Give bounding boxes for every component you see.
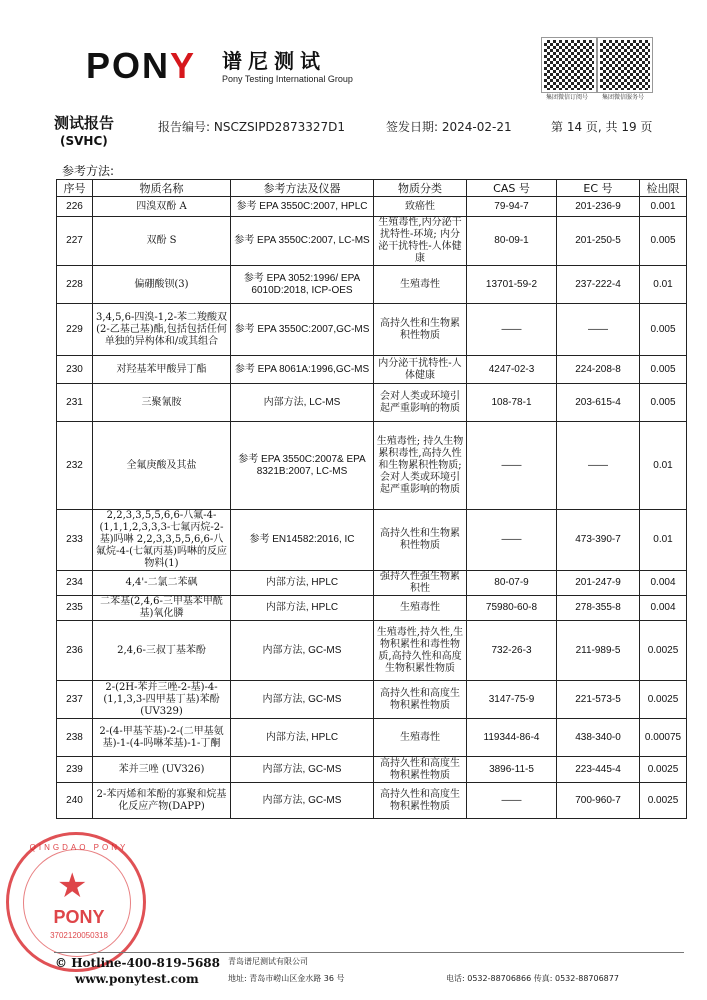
ec-number: —— bbox=[557, 422, 640, 510]
cas-number: 3896-11-5 bbox=[467, 757, 557, 783]
test-method: 参考 EPA 3550C:2007,GC-MS bbox=[231, 304, 374, 356]
row-number: 230 bbox=[57, 356, 93, 384]
table-header-row bbox=[57, 180, 687, 197]
footer-address: 地址: 青岛市崂山区金水路 36 号 bbox=[228, 974, 345, 983]
seal-number: 3702120050318 bbox=[50, 931, 108, 940]
substance-name: 全氟庚酸及其盐 bbox=[93, 422, 231, 510]
row-number: 240 bbox=[57, 783, 93, 819]
substance-name: 苯并三唑 (UV326) bbox=[93, 757, 231, 783]
table-row bbox=[57, 356, 687, 384]
row-number: 239 bbox=[57, 757, 93, 783]
footer-company: 青岛谱尼测试有限公司 bbox=[228, 957, 308, 966]
detection-limit: 0.00075 bbox=[640, 719, 687, 757]
table-row bbox=[57, 571, 687, 596]
detection-limit: 0.004 bbox=[640, 596, 687, 621]
test-method: 参考 EPA 3550C:2007, HPLC bbox=[231, 197, 374, 217]
page-number: 第 14 页, 共 19 页 bbox=[551, 120, 653, 134]
qr-code-icon bbox=[542, 38, 596, 92]
cas-number: 80-09-1 bbox=[467, 217, 557, 266]
ec-number: 201-236-9 bbox=[557, 197, 640, 217]
substance-name: 2,4,6-三叔丁基苯酚 bbox=[93, 621, 231, 681]
row-number: 236 bbox=[57, 621, 93, 681]
test-method: 参考 EPA 3550C:2007& EPA 8321B:2007, LC-MS bbox=[231, 422, 374, 510]
detection-limit: 0.0025 bbox=[640, 621, 687, 681]
seal-name: PONY bbox=[53, 907, 105, 927]
issue-date: 签发日期: 2024-02-21 bbox=[386, 120, 512, 134]
row-number: 237 bbox=[57, 681, 93, 719]
substance-class: 高持久性和高度生物积累性物质 bbox=[374, 783, 467, 819]
ec-number: 473-390-7 bbox=[557, 510, 640, 571]
company-logo: PONY bbox=[86, 45, 197, 86]
column-header: 参考方法及仪器 bbox=[231, 180, 374, 197]
table-row bbox=[57, 783, 687, 819]
ec-number: 221-573-5 bbox=[557, 681, 640, 719]
row-number: 234 bbox=[57, 571, 93, 596]
star-icon: ★ bbox=[57, 866, 88, 906]
substance-class: 高持久性和生物累积性物质 bbox=[374, 304, 467, 356]
ec-number: 201-250-5 bbox=[557, 217, 640, 266]
substance-name: 四溴双酚 A bbox=[93, 197, 231, 217]
test-method: 参考 EPA 8061A:1996,GC-MS bbox=[231, 356, 374, 384]
table-row bbox=[57, 757, 687, 783]
substance-class: 生殖毒性; 持久生物累积毒性,高持久性和生物累积性物质; 会对人类或环境引起严重影响的物质 bbox=[374, 422, 467, 510]
ec-number: 224-208-8 bbox=[557, 356, 640, 384]
row-number: 232 bbox=[57, 422, 93, 510]
test-method: 内部方法, GC-MS bbox=[231, 757, 374, 783]
column-header: 检出限 bbox=[640, 180, 687, 197]
substance-name: 2-苯丙烯和苯酚的寡聚和烷基化反应产物(DAPP) bbox=[93, 783, 231, 819]
column-header: 物质名称 bbox=[93, 180, 231, 197]
substance-name: 3,4,5,6-四溴-1,2-苯二羧酸双(2-乙基己基)酯,包括包括任何单独的异构体和/或其组合 bbox=[93, 304, 231, 356]
company-name-en: Pony Testing International Group bbox=[222, 74, 353, 84]
table-row bbox=[57, 510, 687, 571]
substance-class: 生殖毒性,内分泌干扰特性-环境; 内分泌干扰特性-人体健康 bbox=[374, 217, 467, 266]
row-number: 231 bbox=[57, 384, 93, 422]
substance-name: 2,2,3,3,5,5,6,6-八氟-4-(1,1,1,2,3,3,3-七氟丙烷-2-基)吗啉 2,2,3,3,5,5,6,6-八氟烷-4-(七氟丙基)吗啉的反应物料(1) bbox=[93, 510, 231, 571]
detection-limit: 0.01 bbox=[640, 266, 687, 304]
substance-class: 生殖毒性 bbox=[374, 719, 467, 757]
substance-class: 高持久性和高度生物积累性物质 bbox=[374, 681, 467, 719]
website-link[interactable]: www.ponytest.com bbox=[75, 972, 199, 986]
substance-class: 生殖毒性 bbox=[374, 596, 467, 621]
row-number: 228 bbox=[57, 266, 93, 304]
cas-number: 80-07-9 bbox=[467, 571, 557, 596]
substance-table bbox=[56, 179, 687, 819]
table-row bbox=[57, 596, 687, 621]
table-row bbox=[57, 422, 687, 510]
test-method: 内部方法, HPLC bbox=[231, 719, 374, 757]
ec-number: 278-355-8 bbox=[557, 596, 640, 621]
detection-limit: 0.01 bbox=[640, 510, 687, 571]
footer-divider bbox=[54, 952, 684, 953]
ec-number: 438-340-0 bbox=[557, 719, 640, 757]
substance-name: 2-(2H-苯并三唑-2-基)-4-(1,1,3,3-四甲基丁基)苯酚(UV329) bbox=[93, 681, 231, 719]
table-row bbox=[57, 304, 687, 356]
substance-name: 对羟基苯甲酸异丁酯 bbox=[93, 356, 231, 384]
substance-class: 高持久性和生物累积性物质 bbox=[374, 510, 467, 571]
cas-number: —— bbox=[467, 510, 557, 571]
substance-name: 偏硼酸钡(3) bbox=[93, 266, 231, 304]
table-row bbox=[57, 621, 687, 681]
substance-class: 致癌性 bbox=[374, 197, 467, 217]
substance-class: 会对人类或环境引起严重影响的物质 bbox=[374, 384, 467, 422]
cas-number: 108-78-1 bbox=[467, 384, 557, 422]
company-name-cn: 谱尼测试 bbox=[222, 49, 326, 73]
table-row bbox=[57, 681, 687, 719]
test-method: 内部方法, GC-MS bbox=[231, 783, 374, 819]
row-number: 227 bbox=[57, 217, 93, 266]
report-number: 报告编号: NSCZSIPD2873327D1 bbox=[158, 120, 346, 134]
detection-limit: 0.005 bbox=[640, 304, 687, 356]
test-method: 内部方法, GC-MS bbox=[231, 681, 374, 719]
detection-limit: 0.005 bbox=[640, 217, 687, 266]
cas-number: 79-94-7 bbox=[467, 197, 557, 217]
cas-number: —— bbox=[467, 304, 557, 356]
ec-number: 201-247-9 bbox=[557, 571, 640, 596]
table-row bbox=[57, 217, 687, 266]
row-number: 229 bbox=[57, 304, 93, 356]
ec-number: 700-960-7 bbox=[557, 783, 640, 819]
row-number: 235 bbox=[57, 596, 93, 621]
method-label: 参考方法: bbox=[62, 164, 115, 178]
qr-caption: 集团微信订阅号 bbox=[545, 94, 588, 101]
test-method: 内部方法, GC-MS bbox=[231, 621, 374, 681]
detection-limit: 0.005 bbox=[640, 356, 687, 384]
substance-class: 高持久性和高度生物积累性物质 bbox=[374, 757, 467, 783]
row-number: 226 bbox=[57, 197, 93, 217]
ec-number: 203-615-4 bbox=[557, 384, 640, 422]
test-method: 内部方法, LC-MS bbox=[231, 384, 374, 422]
column-header: CAS 号 bbox=[467, 180, 557, 197]
ec-number: 237-222-4 bbox=[557, 266, 640, 304]
qr-caption: 集团微信服务号 bbox=[601, 94, 644, 101]
cas-number: 732-26-3 bbox=[467, 621, 557, 681]
qr-code-icon bbox=[598, 38, 652, 92]
detection-limit: 0.001 bbox=[640, 197, 687, 217]
detection-limit: 0.005 bbox=[640, 384, 687, 422]
ec-number: 223-445-4 bbox=[557, 757, 640, 783]
report-subtitle: (SVHC) bbox=[60, 134, 108, 148]
test-method: 内部方法, HPLC bbox=[231, 571, 374, 596]
table-row bbox=[57, 384, 687, 422]
substance-class: 生殖毒性 bbox=[374, 266, 467, 304]
company-seal bbox=[6, 832, 146, 972]
row-number: 233 bbox=[57, 510, 93, 571]
column-header: 物质分类 bbox=[374, 180, 467, 197]
table-row bbox=[57, 197, 687, 217]
row-number: 238 bbox=[57, 719, 93, 757]
table-row bbox=[57, 719, 687, 757]
ec-number: 211-989-5 bbox=[557, 621, 640, 681]
ec-number: —— bbox=[557, 304, 640, 356]
hotline: © Hotline-400-819-5688 bbox=[55, 956, 220, 970]
substance-name: 2-(4-甲基苄基)-2-(二甲基氨基)-1-(4-吗啉苯基)-1-丁酮 bbox=[93, 719, 231, 757]
test-method: 参考 EPA 3550C:2007, LC-MS bbox=[231, 217, 374, 266]
detection-limit: 0.01 bbox=[640, 422, 687, 510]
substance-class: 内分泌干扰特性-人体健康 bbox=[374, 356, 467, 384]
substance-name: 双酚 S bbox=[93, 217, 231, 266]
test-method: 参考 EN14582:2016, IC bbox=[231, 510, 374, 571]
cas-number: —— bbox=[467, 422, 557, 510]
substance-class: 强持久性强生物累积性 bbox=[374, 571, 467, 596]
table-row bbox=[57, 266, 687, 304]
cas-number: 4247-02-3 bbox=[467, 356, 557, 384]
column-header: EC 号 bbox=[557, 180, 640, 197]
detection-limit: 0.0025 bbox=[640, 757, 687, 783]
substance-class: 生殖毒性,持久性,生物积累性和毒性物质,高持久性和高度生物积累性物质 bbox=[374, 621, 467, 681]
test-method: 内部方法, HPLC bbox=[231, 596, 374, 621]
cas-number: 13701-59-2 bbox=[467, 266, 557, 304]
column-header: 序号 bbox=[57, 180, 93, 197]
cas-number: 3147-75-9 bbox=[467, 681, 557, 719]
footer-contact: 电话: 0532-88706866 传真: 0532-88706877 bbox=[446, 974, 619, 983]
detection-limit: 0.0025 bbox=[640, 681, 687, 719]
substance-name: 4,4'-二氯二苯砜 bbox=[93, 571, 231, 596]
seal-ring-text: QINGDAO PONY bbox=[29, 843, 129, 852]
cas-number: 119344-86-4 bbox=[467, 719, 557, 757]
substance-name: 三聚氰胺 bbox=[93, 384, 231, 422]
detection-limit: 0.0025 bbox=[640, 783, 687, 819]
test-method: 参考 EPA 3052:1996/ EPA 6010D:2018, ICP-OES bbox=[231, 266, 374, 304]
substance-name: 二苯基(2,4,6-三甲基苯甲酰基)氧化膦 bbox=[93, 596, 231, 621]
cas-number: —— bbox=[467, 783, 557, 819]
detection-limit: 0.004 bbox=[640, 571, 687, 596]
cas-number: 75980-60-8 bbox=[467, 596, 557, 621]
report-title: 测试报告 bbox=[54, 114, 115, 132]
